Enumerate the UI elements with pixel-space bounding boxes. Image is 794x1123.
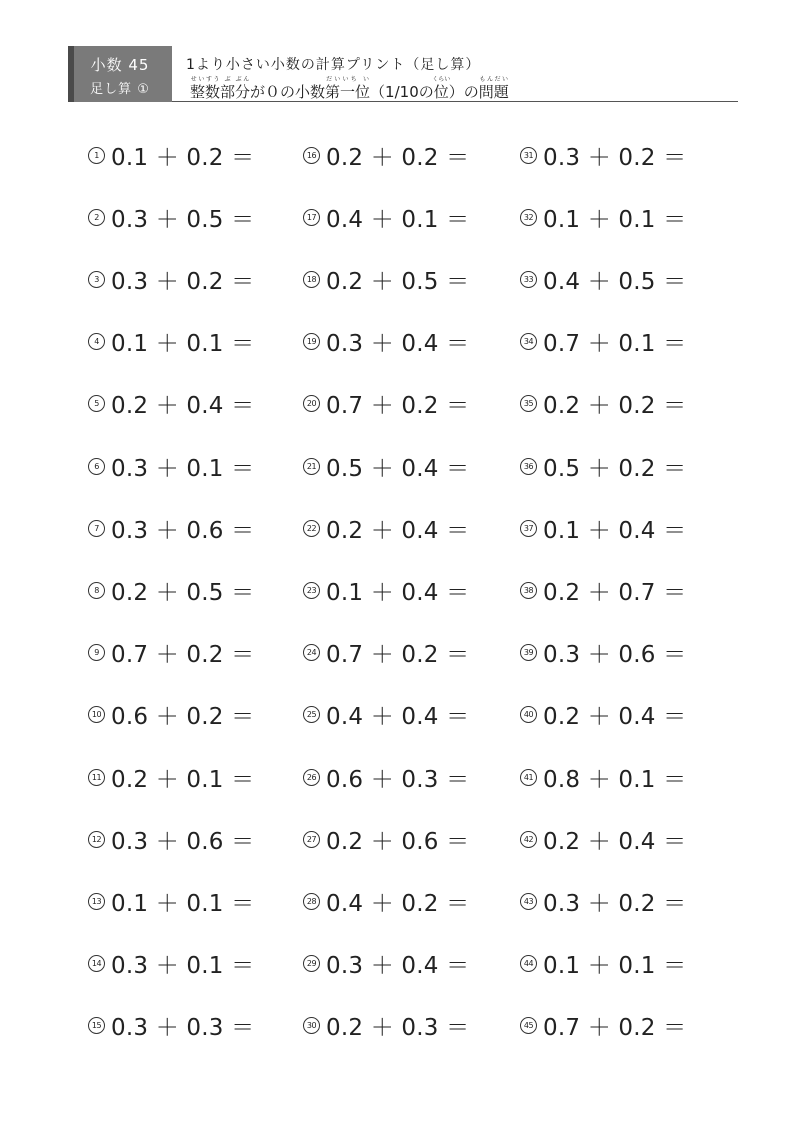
problem-expression: 0.3 ＋ 0.1 ＝: [111, 953, 255, 980]
problem-expression: 0.7 ＋ 0.2 ＝: [543, 1015, 687, 1042]
problem-number-circle: 4: [88, 333, 105, 350]
badge-sheet-label: 足し算 ①: [90, 82, 150, 97]
problem-expression: 0.1 ＋ 0.2 ＝: [111, 144, 255, 171]
problem-expression: 0.3 ＋ 0.1 ＝: [111, 455, 255, 482]
problem-number-circle: 11: [88, 769, 105, 786]
problem-expression: 0.4 ＋ 0.2 ＝: [326, 890, 470, 917]
problem-item: [88, 373, 318, 435]
problem-item: [520, 435, 750, 497]
problem-item: [520, 124, 750, 186]
problem-expression: 0.1 ＋ 0.1 ＝: [543, 953, 687, 980]
problem-number-circle: 14: [88, 955, 105, 972]
problem-expression: 0.2 ＋ 0.6 ＝: [326, 828, 470, 855]
problem-expression: 0.1 ＋ 0.1 ＝: [111, 331, 255, 358]
problem-expression: 0.3 ＋ 0.4 ＝: [326, 331, 470, 358]
problem-item: [88, 684, 318, 746]
problem-expression: 0.3 ＋ 0.6 ＝: [111, 828, 255, 855]
problem-number-circle: 27: [303, 831, 320, 848]
problem-number-circle: 2: [88, 209, 105, 226]
problem-expression: 0.2 ＋ 0.5 ＝: [111, 579, 255, 606]
problem-number-circle: 19: [303, 333, 320, 350]
problem-expression: 0.1 ＋ 0.1 ＝: [543, 206, 687, 233]
problem-expression: 0.7 ＋ 0.2 ＝: [326, 642, 470, 669]
problem-number-circle: 20: [303, 395, 320, 412]
problem-expression: 0.3 ＋ 0.2 ＝: [111, 268, 255, 295]
problem-expression: 0.3 ＋ 0.6 ＝: [543, 642, 687, 669]
problem-number-circle: 3: [88, 271, 105, 288]
problem-item: [88, 995, 318, 1057]
problem-expression: 0.3 ＋ 0.6 ＝: [111, 517, 255, 544]
problem-number-circle: 23: [303, 582, 320, 599]
problem-item: [88, 311, 318, 373]
problem-item: [520, 497, 750, 559]
problem-expression: 0.4 ＋ 0.5 ＝: [543, 268, 687, 295]
problem-number-circle: 29: [303, 955, 320, 972]
problem-number-circle: 44: [520, 955, 537, 972]
problem-item: [520, 186, 750, 248]
problem-expression: 0.2 ＋ 0.4 ＝: [543, 828, 687, 855]
subtitle-text: が０の小数: [250, 83, 326, 101]
problem-expression: 0.3 ＋ 0.2 ＝: [543, 890, 687, 917]
problem-expression: 0.1 ＋ 0.4 ＝: [326, 579, 470, 606]
problem-number-circle: 24: [303, 644, 320, 661]
problem-expression: 0.3 ＋ 0.3 ＝: [111, 1015, 255, 1042]
problem-number-circle: 43: [520, 893, 537, 910]
problem-item: [88, 933, 318, 995]
badge-unit-label: 小数 45: [90, 56, 150, 74]
problem-item: [520, 746, 750, 808]
problem-item: [303, 124, 533, 186]
problem-item: [520, 995, 750, 1057]
problem-item: [303, 746, 533, 808]
problem-item: [520, 933, 750, 995]
problem-number-circle: 41: [520, 769, 537, 786]
problem-item: [520, 248, 750, 310]
problem-expression: 0.1 ＋ 0.1 ＝: [111, 890, 255, 917]
problem-number-circle: 40: [520, 706, 537, 723]
problem-number-circle: 37: [520, 520, 537, 537]
problem-item: [303, 311, 533, 373]
problem-number-circle: 17: [303, 209, 320, 226]
subtitle-text: ）の: [448, 83, 479, 101]
problem-item: [88, 186, 318, 248]
problem-number-circle: 8: [88, 582, 105, 599]
problem-item: [88, 124, 318, 186]
problem-number-circle: 9: [88, 644, 105, 661]
problem-item: [88, 248, 318, 310]
problem-item: [520, 870, 750, 932]
problem-expression: 0.2 ＋ 0.2 ＝: [326, 144, 470, 171]
subtitle-word: 第一位: [325, 83, 371, 101]
problem-number-circle: 26: [303, 769, 320, 786]
problem-expression: 0.6 ＋ 0.3 ＝: [326, 766, 470, 793]
problem-number-circle: 10: [88, 706, 105, 723]
problem-expression: 0.2 ＋ 0.4 ＝: [326, 517, 470, 544]
problem-number-circle: 30: [303, 1017, 320, 1034]
problem-expression: 0.1 ＋ 0.4 ＝: [543, 517, 687, 544]
problem-item: [303, 684, 533, 746]
problem-item: [520, 373, 750, 435]
problem-expression: 0.4 ＋ 0.1 ＝: [326, 206, 470, 233]
problem-item: [88, 497, 318, 559]
problem-expression: 0.2 ＋ 0.7 ＝: [543, 579, 687, 606]
problem-item: [303, 435, 533, 497]
subtitle-furigana: せいすう ぶ ぶん: [190, 76, 251, 83]
problem-number-circle: 6: [88, 458, 105, 475]
problem-expression: 0.2 ＋ 0.5 ＝: [326, 268, 470, 295]
problem-number-circle: 25: [303, 706, 320, 723]
subtitle-word: 整数部分: [190, 83, 251, 101]
problem-number-circle: 1: [88, 147, 105, 164]
problem-item: [520, 311, 750, 373]
problem-number-circle: 7: [88, 520, 105, 537]
problem-number-circle: 36: [520, 458, 537, 475]
subtitle-furigana: もんだい: [478, 76, 509, 83]
problem-expression: 0.4 ＋ 0.4 ＝: [326, 704, 470, 731]
problem-number-circle: 28: [303, 893, 320, 910]
subtitle-word: 問題: [478, 83, 509, 101]
problem-number-circle: 15: [88, 1017, 105, 1034]
problem-number-circle: 33: [520, 271, 537, 288]
problem-expression: 0.2 ＋ 0.1 ＝: [111, 766, 255, 793]
problem-item: [303, 559, 533, 621]
problem-item: [520, 808, 750, 870]
problem-item: [88, 559, 318, 621]
problem-expression: 0.2 ＋ 0.3 ＝: [326, 1015, 470, 1042]
problem-item: [303, 497, 533, 559]
problem-expression: 0.7 ＋ 0.2 ＝: [326, 393, 470, 420]
problem-number-circle: 34: [520, 333, 537, 350]
problem-item: [88, 870, 318, 932]
problem-expression: 0.2 ＋ 0.2 ＝: [543, 393, 687, 420]
problem-item: [303, 808, 533, 870]
subtitle-word: 位: [432, 83, 451, 101]
problem-number-circle: 16: [303, 147, 320, 164]
problem-item: [520, 684, 750, 746]
problem-number-circle: 21: [303, 458, 320, 475]
problem-item: [303, 622, 533, 684]
problem-number-circle: 18: [303, 271, 320, 288]
problem-item: [88, 746, 318, 808]
problem-number-circle: 31: [520, 147, 537, 164]
problem-expression: 0.2 ＋ 0.4 ＝: [111, 393, 255, 420]
subtitle-furigana: くらい: [432, 76, 451, 83]
problem-number-circle: 35: [520, 395, 537, 412]
problem-expression: 0.8 ＋ 0.1 ＝: [543, 766, 687, 793]
problem-expression: 0.5 ＋ 0.4 ＝: [326, 455, 470, 482]
problem-item: [303, 870, 533, 932]
problem-number-circle: 22: [303, 520, 320, 537]
problem-number-circle: 13: [88, 893, 105, 910]
problem-number-circle: 42: [520, 831, 537, 848]
problem-expression: 0.7 ＋ 0.1 ＝: [543, 331, 687, 358]
problem-expression: 0.3 ＋ 0.2 ＝: [543, 144, 687, 171]
problem-item: [520, 559, 750, 621]
problem-expression: 0.5 ＋ 0.2 ＝: [543, 455, 687, 482]
subtitle-furigana: だいいち い: [325, 76, 371, 83]
problem-expression: 0.3 ＋ 0.4 ＝: [326, 953, 470, 980]
problem-number-circle: 12: [88, 831, 105, 848]
problem-number-circle: 38: [520, 582, 537, 599]
problem-number-circle: 32: [520, 209, 537, 226]
problem-item: [303, 933, 533, 995]
problem-number-circle: 39: [520, 644, 537, 661]
problem-number-circle: 45: [520, 1017, 537, 1034]
problem-item: [303, 373, 533, 435]
problem-expression: 0.2 ＋ 0.4 ＝: [543, 704, 687, 731]
problem-item: [88, 435, 318, 497]
problem-expression: 0.7 ＋ 0.2 ＝: [111, 642, 255, 669]
problem-expression: 0.6 ＋ 0.2 ＝: [111, 704, 255, 731]
problem-item: [520, 622, 750, 684]
problem-item: [303, 995, 533, 1057]
worksheet-title: 1より小さい小数の計算プリント（足し算）: [186, 57, 481, 73]
problem-item: [88, 622, 318, 684]
problem-item: [303, 248, 533, 310]
problem-number-circle: 5: [88, 395, 105, 412]
problem-item: [303, 186, 533, 248]
subtitle-text: （1/10の: [370, 83, 434, 101]
problem-item: [88, 808, 318, 870]
problem-expression: 0.3 ＋ 0.5 ＝: [111, 206, 255, 233]
